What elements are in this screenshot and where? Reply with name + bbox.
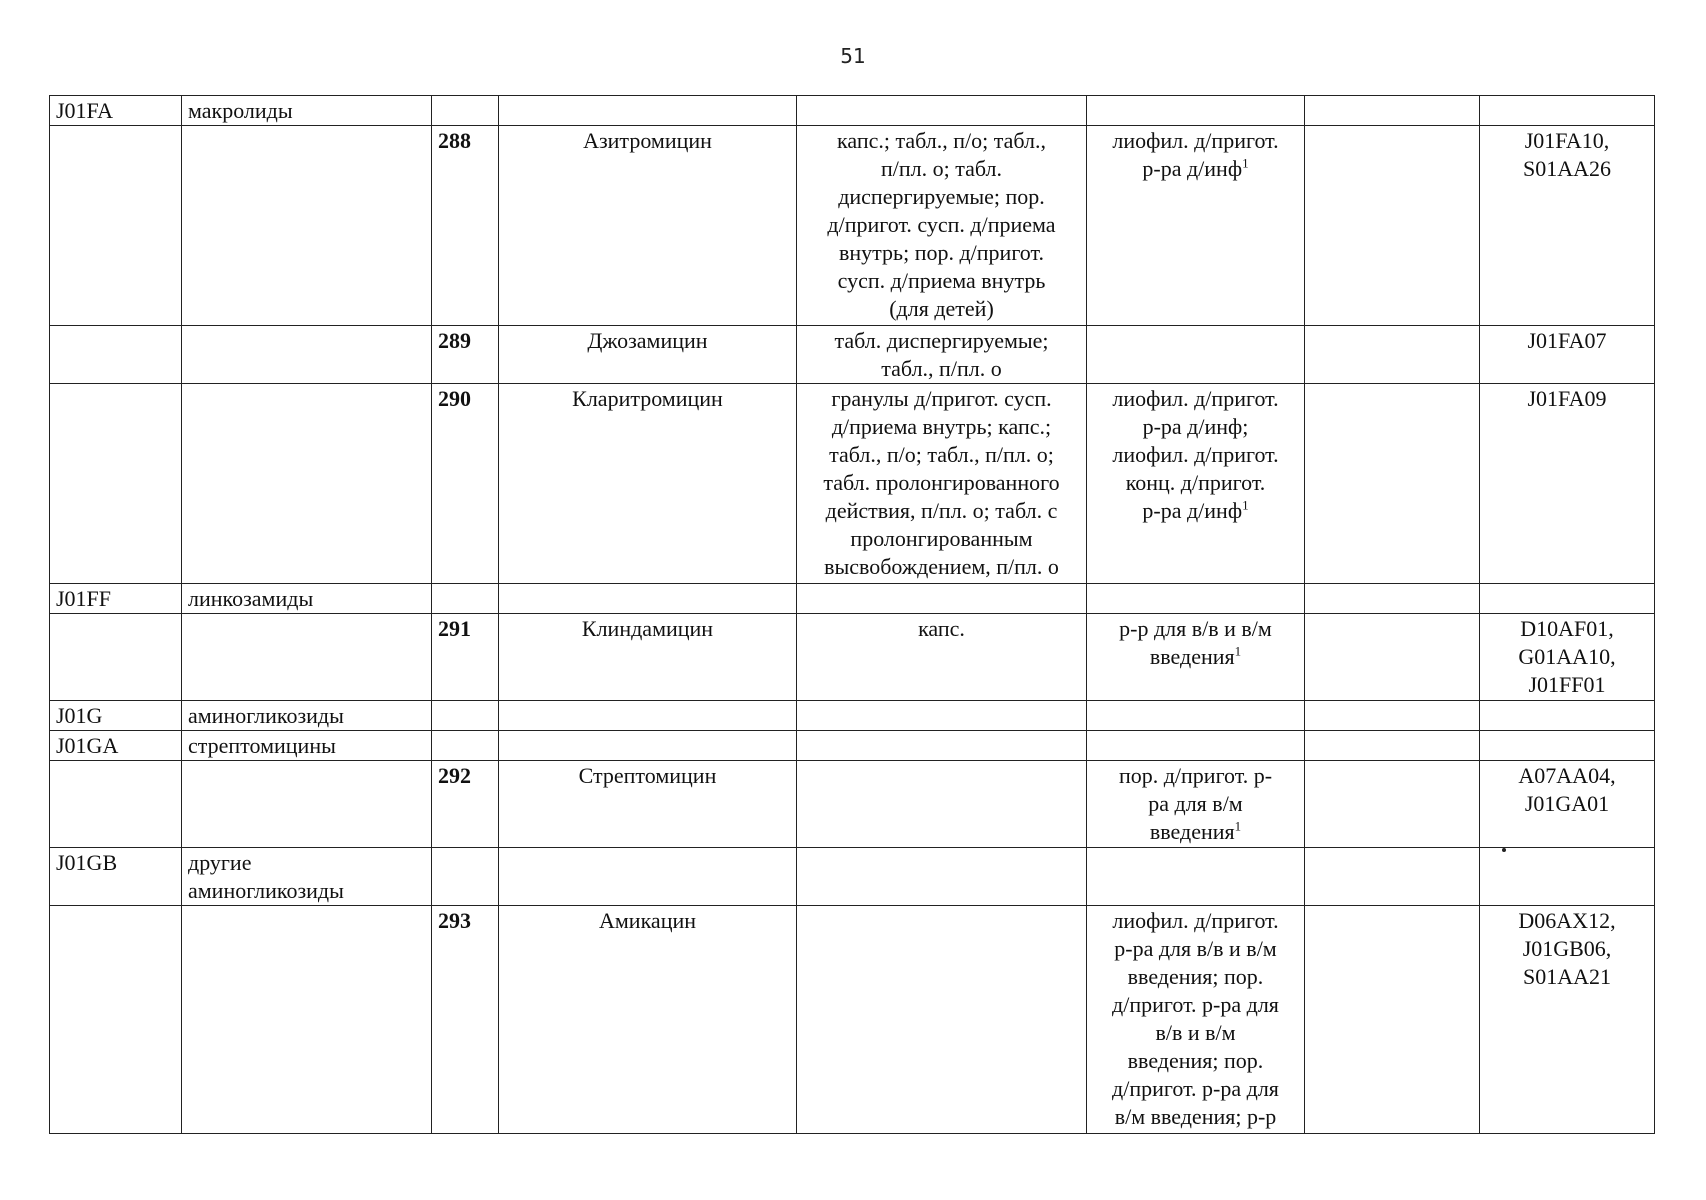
- atc-group-name: [182, 326, 432, 384]
- dosage-form-injection: [1087, 584, 1305, 614]
- atc-group-name: другие аминогликозиды: [182, 848, 432, 906]
- drug-name: [499, 701, 797, 731]
- atc-codes: J01FA07: [1480, 326, 1655, 384]
- atc-codes: J01FA10, S01AA26: [1480, 126, 1655, 326]
- atc-group-code: [50, 906, 182, 1134]
- atc-group-code: [50, 761, 182, 848]
- atc-codes: [1480, 848, 1655, 906]
- empty-cell: [1305, 584, 1480, 614]
- dosage-form-injection-cell: [1087, 384, 1305, 584]
- dosage-form-injection: лиофил. д/пригот. р-ра для в/в и в/м введения; пор. д/пригот. р-ра для в/в и в/м введения; пор. д/пригот. р-ра для в/м введения; р-р: [1087, 906, 1305, 1134]
- footnote-mark: 1: [1234, 818, 1242, 834]
- dosage-form: [797, 96, 1087, 126]
- atc-group-code: J01FF: [50, 584, 182, 614]
- empty-cell: [1305, 96, 1480, 126]
- atc-group-name: [182, 126, 432, 326]
- empty-cell: [1305, 614, 1480, 701]
- table-row: [50, 614, 1655, 701]
- drug-name: Стрептомицин: [499, 761, 797, 848]
- table-row: [50, 326, 1655, 384]
- drug-name: Кларитромицин: [499, 384, 797, 584]
- empty-cell: [1305, 326, 1480, 384]
- dosage-form: гранулы д/пригот. сусп. д/приема внутрь; капс.; табл., п/о; табл., п/пл. о; табл. пролонгированного действия, п/пл. о; табл. с пролонгированным высвобождением, п/пл. о: [797, 384, 1087, 584]
- atc-group-name: [182, 384, 432, 584]
- atc-group-code: J01G: [50, 701, 182, 731]
- atc-codes: D06AX12, J01GB06, S01AA21: [1480, 906, 1655, 1134]
- table-row: [50, 701, 1655, 731]
- dosage-form: [797, 731, 1087, 761]
- empty-cell: [1305, 384, 1480, 584]
- dosage-form: [797, 761, 1087, 848]
- empty-cell: [1305, 701, 1480, 731]
- empty-cell: [1305, 731, 1480, 761]
- table-row: [50, 96, 1655, 126]
- atc-group-name: линкозамиды: [182, 584, 432, 614]
- footnote-mark: 1: [1242, 155, 1249, 171]
- dosage-form: капс.; табл., п/о; табл., п/пл. о; табл. диспергируемые; пор. д/пригот. сусп. д/приема внутрь; пор. д/пригот. сусп. д/приема внутрь (для детей): [797, 126, 1087, 326]
- drug-list-table: [49, 95, 1655, 1134]
- atc-group-code: [50, 326, 182, 384]
- atc-group-name: аминогликозиды: [182, 701, 432, 731]
- atc-codes: [1480, 96, 1655, 126]
- atc-codes: [1480, 701, 1655, 731]
- atc-codes: J01FA09: [1480, 384, 1655, 584]
- drug-name: [499, 96, 797, 126]
- item-number: 291: [432, 614, 499, 701]
- dosage-form-injection: [1087, 731, 1305, 761]
- item-number: [432, 848, 499, 906]
- dosage-form-injection: [1087, 326, 1305, 384]
- atc-codes: [1480, 584, 1655, 614]
- drug-name: Джозамицин: [499, 326, 797, 384]
- item-number: 289: [432, 326, 499, 384]
- item-number: 288: [432, 126, 499, 326]
- atc-group-code: [50, 384, 182, 584]
- dosage-form-injection-cell: [1087, 126, 1305, 326]
- empty-cell: [1305, 906, 1480, 1134]
- item-number: [432, 96, 499, 126]
- atc-codes: D10AF01, G01AA10, J01FF01: [1480, 614, 1655, 701]
- scan-speck: [1502, 848, 1506, 852]
- table-row: [50, 848, 1655, 906]
- drug-name: [499, 848, 797, 906]
- drug-name: [499, 584, 797, 614]
- dosage-form-injection: [1087, 701, 1305, 731]
- atc-group-code: [50, 614, 182, 701]
- dosage-form: [797, 701, 1087, 731]
- atc-codes: A07AA04, J01GA01: [1480, 761, 1655, 848]
- dosage-form: [797, 906, 1087, 1134]
- table-row: [50, 761, 1655, 848]
- dosage-form-injection-cell: [1087, 761, 1305, 848]
- atc-group-name: [182, 761, 432, 848]
- item-number: [432, 731, 499, 761]
- drug-name: [499, 731, 797, 761]
- atc-group-name: макролиды: [182, 96, 432, 126]
- item-number: [432, 584, 499, 614]
- atc-group-code: J01FA: [50, 96, 182, 126]
- item-number: 290: [432, 384, 499, 584]
- dosage-form: [797, 584, 1087, 614]
- drug-name: Амикацин: [499, 906, 797, 1134]
- item-number: 293: [432, 906, 499, 1134]
- item-number: [432, 701, 499, 731]
- footnote-mark: 1: [1234, 643, 1242, 659]
- item-number: 292: [432, 761, 499, 848]
- table-row: [50, 584, 1655, 614]
- table-row: [50, 906, 1655, 1134]
- dosage-form: капс.: [797, 614, 1087, 701]
- dosage-form-injection: [1087, 848, 1305, 906]
- atc-group-code: J01GB: [50, 848, 182, 906]
- atc-group-code: J01GA: [50, 731, 182, 761]
- atc-group-name: [182, 614, 432, 701]
- dosage-form: [797, 848, 1087, 906]
- dosage-form: табл. диспергируемые; табл., п/пл. о: [797, 326, 1087, 384]
- dosage-form-injection: [1087, 96, 1305, 126]
- table-row: [50, 731, 1655, 761]
- drug-name: Клиндамицин: [499, 614, 797, 701]
- dosage-form-injection: р-р для в/в и в/м введения: [1119, 616, 1272, 669]
- atc-group-name: [182, 906, 432, 1134]
- dosage-form-injection: лиофил. д/пригот. р-ра д/инф; лиофил. д/пригот. конц. д/пригот. р-ра д/инф: [1112, 386, 1279, 523]
- atc-group-code: [50, 126, 182, 326]
- footnote-mark: 1: [1242, 497, 1249, 513]
- dosage-form-injection: лиофил. д/пригот. р-ра д/инф: [1112, 128, 1279, 181]
- empty-cell: [1305, 126, 1480, 326]
- dosage-form-injection: пор. д/пригот. р- ра для в/м введения: [1118, 763, 1273, 844]
- empty-cell: [1305, 761, 1480, 848]
- dosage-form-injection-cell: [1087, 614, 1305, 701]
- table-row: [50, 126, 1655, 326]
- drug-name: Азитромицин: [499, 126, 797, 326]
- table-row: [50, 384, 1655, 584]
- empty-cell: [1305, 848, 1480, 906]
- page-number: 51: [840, 44, 866, 68]
- atc-group-name: стрептомицины: [182, 731, 432, 761]
- atc-codes: [1480, 731, 1655, 761]
